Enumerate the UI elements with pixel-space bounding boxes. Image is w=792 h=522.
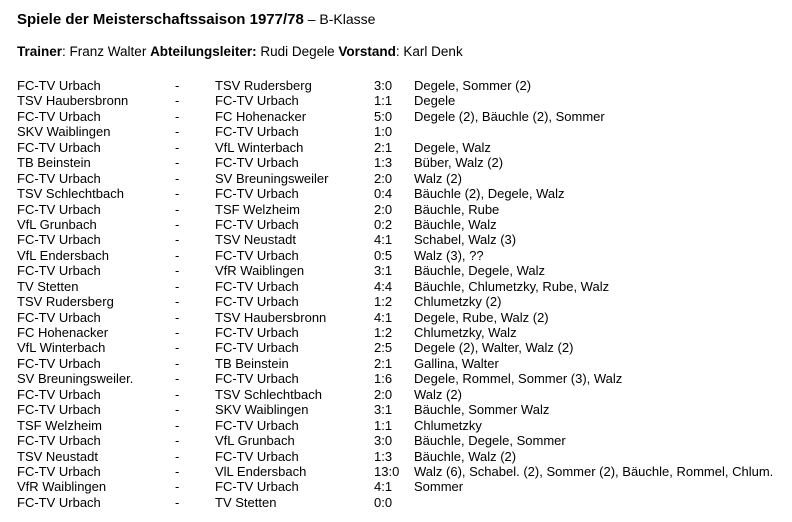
match-dash: -: [175, 93, 180, 109]
match-dash: -: [175, 433, 180, 449]
match-dash: -: [175, 340, 180, 356]
away-team: VfL Winterbach: [215, 139, 304, 155]
goal-scorers: Degele (2), Bäuchle (2), Sommer: [414, 108, 605, 124]
match-score: 4:1: [374, 232, 393, 248]
away-team: TSV Rudersberg: [215, 78, 312, 93]
game-row: [0, 248, 792, 263]
match-dash: -: [175, 355, 180, 371]
home-team: VfL Endersbach: [17, 247, 110, 263]
game-row: [0, 124, 792, 139]
goal-scorers: Gallina, Walter: [414, 355, 499, 371]
abteilungsleiter-label: Abteilungsleiter:: [150, 44, 257, 59]
game-row: [0, 479, 792, 494]
match-score: 2:0: [374, 170, 393, 186]
match-score: 3:0: [374, 78, 393, 93]
trainer-name: Franz Walter: [69, 44, 151, 59]
match-score: 4:4: [374, 278, 393, 294]
game-row: [0, 387, 792, 402]
home-team: FC-TV Urbach: [17, 463, 101, 479]
game-row: [0, 371, 792, 386]
away-team: TB Beinstein: [215, 355, 289, 371]
match-dash: -: [175, 448, 180, 464]
game-row: [0, 340, 792, 355]
match-dash: -: [175, 124, 180, 140]
match-score: 2:1: [374, 355, 393, 371]
match-dash: -: [175, 155, 180, 171]
game-row: [0, 449, 792, 464]
goal-scorers: Degele: [414, 93, 456, 109]
match-dash: -: [175, 463, 180, 479]
match-score: 1:3: [374, 448, 393, 464]
match-dash: -: [175, 386, 180, 402]
home-team: FC-TV Urbach: [17, 78, 101, 93]
match-dash: -: [175, 309, 180, 325]
match-score: 1:6: [374, 371, 393, 387]
home-team: SV Breuningsweiler.: [17, 371, 134, 387]
away-team: FC-TV Urbach: [215, 186, 299, 202]
games-list: [0, 78, 792, 510]
match-score: 4:1: [374, 309, 393, 325]
goal-scorers: Büber, Walz (2): [414, 155, 504, 171]
title-main: Spiele der Meisterschaftssaison 1977/78: [17, 11, 304, 28]
away-team: TSV Schlechtbach: [215, 386, 322, 402]
away-team: VfR Waiblingen: [215, 263, 305, 279]
game-row: [0, 294, 792, 309]
match-score: 1:2: [374, 325, 393, 340]
home-team: FC-TV Urbach: [17, 386, 101, 402]
away-team: VfL Grunbach: [215, 433, 295, 449]
goal-scorers: Bäuchle, Walz (2): [414, 448, 517, 464]
match-dash: -: [175, 402, 180, 418]
game-row: [0, 155, 792, 170]
away-team: FC-TV Urbach: [215, 448, 299, 464]
home-team: FC-TV Urbach: [17, 139, 101, 155]
goal-scorers: Degele, Walz: [414, 139, 491, 155]
goal-scorers: Walz (6), Schabel. (2), Sommer (2), Bäuchle, Rommel, Chlum.: [414, 463, 774, 479]
game-row: [0, 310, 792, 325]
match-dash: -: [175, 278, 180, 294]
home-team: FC-TV Urbach: [17, 108, 101, 124]
goal-scorers: Walz (2): [414, 170, 462, 186]
goal-scorers: Bäuchle, Walz: [414, 216, 497, 232]
game-row: [0, 217, 792, 232]
home-team: VfR Waiblingen: [17, 479, 107, 495]
home-team: TV Stetten: [17, 278, 79, 294]
away-team: FC-TV Urbach: [215, 417, 299, 433]
match-score: 3:1: [374, 402, 393, 418]
away-team: FC-TV Urbach: [215, 93, 299, 109]
match-score: 1:1: [374, 417, 393, 433]
goal-scorers: Degele (2), Walter, Walz (2): [414, 340, 574, 356]
away-team: FC-TV Urbach: [215, 371, 299, 387]
match-score: 1:1: [374, 93, 393, 109]
match-score: 5:0: [374, 108, 393, 124]
away-team: FC-TV Urbach: [215, 294, 299, 310]
away-team: FC-TV Urbach: [215, 155, 299, 171]
goal-scorers: Walz (3), ??: [414, 247, 484, 263]
page-title: [17, 11, 375, 28]
match-dash: -: [175, 78, 180, 93]
match-score: 2:5: [374, 340, 393, 356]
home-team: FC-TV Urbach: [17, 402, 101, 418]
match-dash: -: [175, 494, 180, 510]
goal-scorers: Bäuchle, Degele, Walz: [414, 263, 546, 279]
game-row: [0, 232, 792, 247]
away-team: FC-TV Urbach: [215, 278, 299, 294]
home-team: FC-TV Urbach: [17, 263, 101, 279]
match-dash: -: [175, 201, 180, 217]
game-row: [0, 495, 792, 510]
home-team: TSF Welzheim: [17, 417, 102, 433]
home-team: VfL Grunbach: [17, 216, 97, 232]
match-dash: -: [175, 186, 180, 202]
match-score: 3:0: [374, 433, 393, 449]
goal-scorers: Walz (2): [414, 386, 462, 402]
match-dash: -: [175, 263, 180, 279]
match-score: 13:0: [374, 463, 400, 479]
away-team: FC-TV Urbach: [215, 247, 299, 263]
home-team: FC-TV Urbach: [17, 355, 101, 371]
match-dash: -: [175, 247, 180, 263]
away-team: FC-TV Urbach: [215, 479, 299, 495]
goal-scorers: Bäuchle, Rube: [414, 201, 500, 217]
home-team: FC-TV Urbach: [17, 232, 101, 248]
match-score: 0:0: [374, 494, 393, 510]
match-score: 2:1: [374, 139, 393, 155]
away-team: FC Hohenacker: [215, 108, 307, 124]
game-row: [0, 140, 792, 155]
trainer-separator: :: [62, 44, 70, 59]
goal-scorers: Chlumetzky, Walz: [414, 325, 517, 340]
match-dash: -: [175, 108, 180, 124]
home-team: TSV Haubersbronn: [17, 93, 129, 109]
home-team: FC-TV Urbach: [17, 433, 101, 449]
away-team: TSF Welzheim: [215, 201, 300, 217]
game-row: [0, 464, 792, 479]
abteilungsleiter-name: Rudi Degele: [256, 44, 339, 59]
game-row: [0, 325, 792, 340]
away-team: SKV Waiblingen: [215, 402, 309, 418]
away-team: VlL Endersbach: [215, 463, 307, 479]
game-row: [0, 356, 792, 371]
home-team: FC-TV Urbach: [17, 201, 101, 217]
goal-scorers: Bäuchle, Chlumetzky, Rube, Walz: [414, 278, 610, 294]
match-dash: -: [175, 294, 180, 310]
goal-scorers: Chlumetzky: [414, 417, 482, 433]
home-team: FC-TV Urbach: [17, 494, 101, 510]
game-row: [0, 433, 792, 448]
match-score: 0:2: [374, 216, 393, 232]
home-team: TB Beinstein: [17, 155, 91, 171]
home-team: FC-TV Urbach: [17, 170, 101, 186]
goal-scorers: Degele, Sommer (2): [414, 78, 532, 93]
match-score: 0:4: [374, 186, 393, 202]
match-score: 1:2: [374, 294, 393, 310]
goal-scorers: Bäuchle (2), Degele, Walz: [414, 186, 565, 202]
game-row: [0, 263, 792, 278]
goal-scorers: Bäuchle, Sommer Walz: [414, 402, 550, 418]
home-team: SKV Waiblingen: [17, 124, 111, 140]
away-team: TSV Neustadt: [215, 232, 296, 248]
match-dash: -: [175, 417, 180, 433]
game-row: [0, 402, 792, 417]
match-score: 3:1: [374, 263, 393, 279]
game-row: [0, 202, 792, 217]
away-team: FC-TV Urbach: [215, 124, 299, 140]
away-team: TV Stetten: [215, 494, 277, 510]
staff-line: [17, 44, 463, 59]
game-row: [0, 186, 792, 201]
away-team: SV Breuningsweiler: [215, 170, 329, 186]
goal-scorers: Schabel, Walz (3): [414, 232, 517, 248]
home-team: TSV Rudersberg: [17, 294, 114, 310]
match-score: 1:3: [374, 155, 393, 171]
home-team: TSV Neustadt: [17, 448, 98, 464]
goal-scorers: Sommer: [414, 479, 464, 495]
vorstand-separator: :: [395, 44, 404, 59]
match-dash: -: [175, 232, 180, 248]
match-score: 2:0: [374, 386, 393, 402]
game-row: [0, 279, 792, 294]
match-score: 4:1: [374, 479, 393, 495]
goal-scorers: Bäuchle, Degele, Sommer: [414, 433, 566, 449]
game-row: [0, 171, 792, 186]
away-team: FC-TV Urbach: [215, 216, 299, 232]
home-team: FC Hohenacker: [17, 325, 109, 340]
match-dash: -: [175, 325, 180, 340]
goal-scorers: Degele, Rube, Walz (2): [414, 309, 549, 325]
home-team: TSV Schlechtbach: [17, 186, 124, 202]
home-team: VfL Winterbach: [17, 340, 106, 356]
game-row: [0, 418, 792, 433]
home-team: FC-TV Urbach: [17, 309, 101, 325]
match-score: 0:5: [374, 247, 393, 263]
trainer-label: Trainer: [17, 44, 63, 59]
vorstand-name: Karl Denk: [403, 44, 463, 59]
vorstand-label: Vorstand: [338, 44, 396, 59]
match-dash: -: [175, 139, 180, 155]
match-dash: -: [175, 371, 180, 387]
game-row: [0, 93, 792, 108]
match-dash: -: [175, 170, 180, 186]
game-row: [0, 78, 792, 93]
away-team: FC-TV Urbach: [215, 340, 299, 356]
away-team: TSV Haubersbronn: [215, 309, 327, 325]
goal-scorers: Degele, Rommel, Sommer (3), Walz: [414, 371, 623, 387]
title-subtitle: – B-Klasse: [303, 11, 376, 27]
goal-scorers: Chlumetzky (2): [414, 294, 502, 310]
match-dash: -: [175, 479, 180, 495]
match-score: 2:0: [374, 201, 393, 217]
match-score: 1:0: [374, 124, 393, 140]
away-team: FC-TV Urbach: [215, 325, 299, 340]
match-dash: -: [175, 216, 180, 232]
game-row: [0, 109, 792, 124]
